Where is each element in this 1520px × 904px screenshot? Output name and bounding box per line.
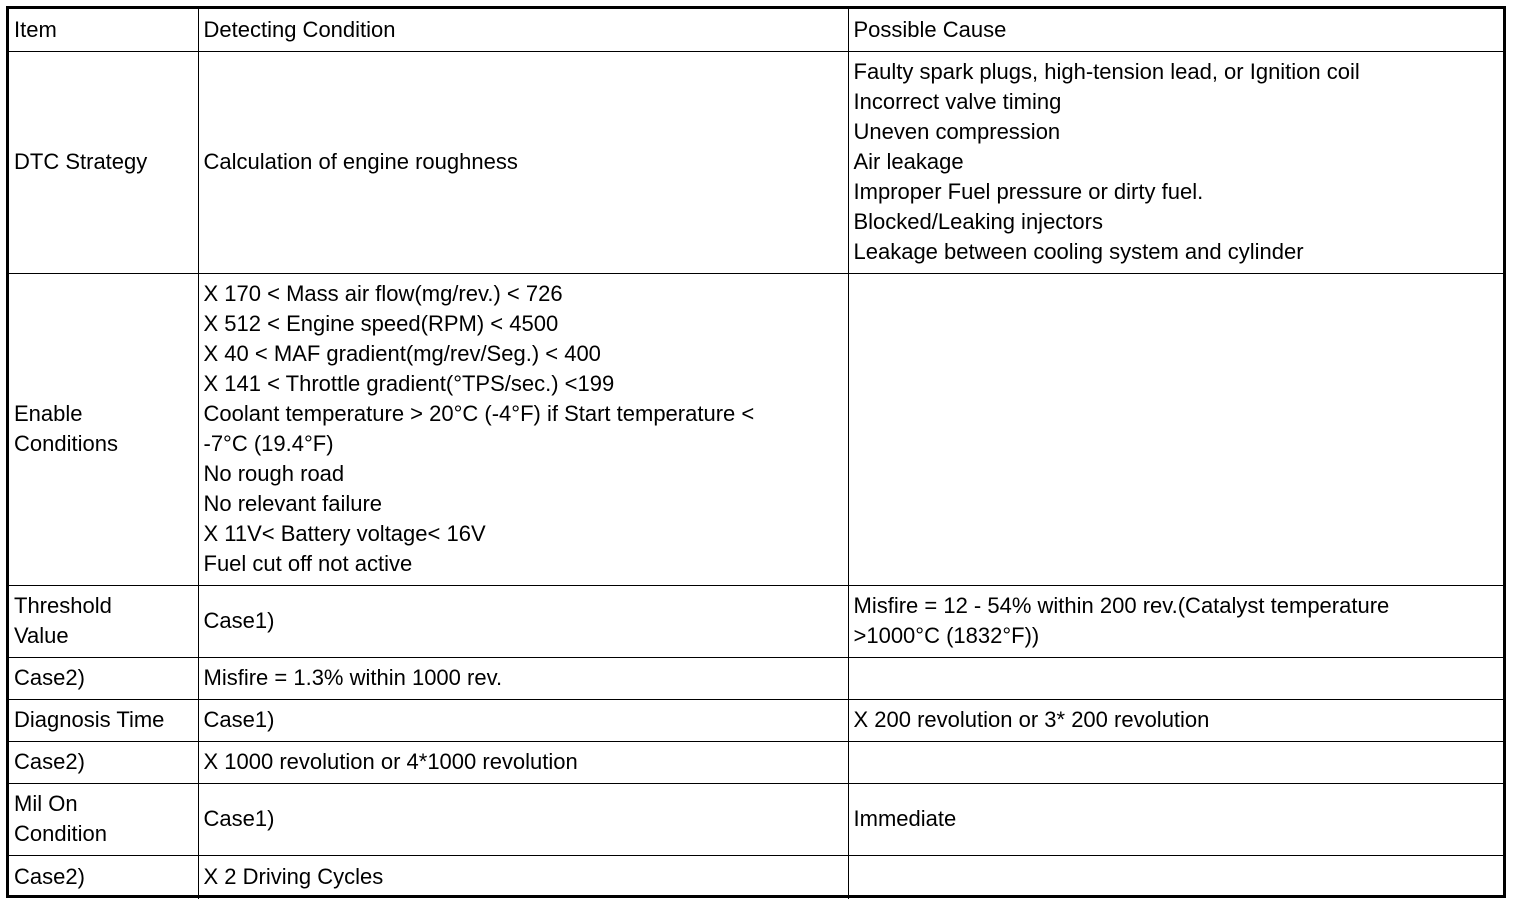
table-row	[9, 51, 1503, 273]
condition-line: Fuel cut off not active	[203, 551, 413, 576]
row-detecting-condition	[198, 783, 848, 855]
cause-line: Uneven compression	[853, 119, 1061, 144]
condition-line: X 11V< Battery voltage< 16V	[203, 521, 486, 546]
header-possible-cause: Possible Cause	[848, 9, 1503, 51]
cause-line: Misfire = 12 - 54% within 200 rev.(Catalyst temperature	[853, 593, 1390, 618]
table-header-row	[9, 9, 1503, 51]
row-detecting-condition	[198, 741, 848, 783]
row-possible-cause	[848, 783, 1503, 855]
item-line: Enable	[14, 401, 83, 426]
condition-line: X 2 Driving Cycles	[203, 864, 384, 890]
condition-line: X 170 < Mass air flow(mg/rev.) < 726	[203, 281, 563, 306]
item-line: Threshold	[14, 593, 112, 618]
cause-line: Air leakage	[853, 149, 964, 174]
table-row	[9, 741, 1503, 783]
diagnostic-table	[9, 9, 1503, 899]
table-row	[9, 585, 1503, 657]
row-detecting-condition	[198, 585, 848, 657]
row-possible-cause	[848, 699, 1503, 741]
row-possible-cause-empty	[848, 657, 1503, 699]
row-possible-cause-empty	[848, 741, 1503, 783]
cause-line: >1000°C (1832°F))	[853, 623, 1040, 648]
item-line: Value	[14, 623, 69, 648]
condition-line: Calculation of engine roughness	[203, 149, 518, 174]
table-row	[9, 855, 1503, 899]
row-possible-cause-empty	[848, 855, 1503, 899]
row-detecting-condition	[198, 657, 848, 699]
item-line: Conditions	[14, 431, 118, 456]
row-item-dtc-strategy: DTC Strategy	[9, 51, 198, 273]
cause-line: X 200 revolution or 3* 200 revolution	[853, 707, 1210, 732]
table-row	[9, 657, 1503, 699]
condition-line: X 1000 revolution or 4*1000 revolution	[203, 749, 578, 774]
cause-line: Faulty spark plugs, high-tension lead, or Ignition coil	[853, 59, 1360, 84]
item-line: Condition	[14, 821, 107, 846]
row-detecting-condition	[198, 273, 848, 585]
condition-line: Case1)	[203, 806, 275, 831]
row-possible-cause-empty	[848, 273, 1503, 585]
cause-line: Incorrect valve timing	[853, 89, 1062, 114]
condition-line: Case1)	[203, 707, 275, 732]
row-possible-cause	[848, 51, 1503, 273]
cause-line: Leakage between cooling system and cylinder	[853, 239, 1304, 264]
row-item-threshold-value	[9, 585, 198, 657]
item-line: Mil On	[14, 791, 78, 816]
header-item: Item	[9, 9, 198, 51]
cause-line: Improper Fuel pressure or dirty fuel.	[853, 179, 1204, 204]
row-item-case2: Case2)	[9, 741, 198, 783]
header-detecting-condition: Detecting Condition	[198, 9, 848, 51]
condition-line: X 141 < Throttle gradient(°TPS/sec.) <199	[203, 371, 615, 396]
condition-line: X 40 < MAF gradient(mg/rev/Seg.) < 400	[203, 341, 601, 366]
row-detecting-condition	[198, 699, 848, 741]
cause-line: Immediate	[853, 806, 957, 831]
row-detecting-condition	[198, 855, 848, 899]
condition-line: -7°C (19.4°F)	[203, 431, 334, 456]
condition-line: No rough road	[203, 461, 345, 486]
condition-line: X 512 < Engine speed(RPM) < 4500	[203, 311, 559, 336]
table-row	[9, 699, 1503, 741]
condition-line: No relevant failure	[203, 491, 383, 516]
row-item-case2: Case2)	[9, 657, 198, 699]
row-item-enable-conditions	[9, 273, 198, 585]
row-detecting-condition	[198, 51, 848, 273]
row-possible-cause	[848, 585, 1503, 657]
diagnostic-table-frame	[6, 6, 1506, 898]
cause-line: Blocked/Leaking injectors	[853, 209, 1103, 234]
table-row	[9, 273, 1503, 585]
table-row	[9, 783, 1503, 855]
condition-line: Misfire = 1.3% within 1000 rev.	[203, 665, 503, 690]
condition-line: Case1)	[203, 608, 275, 633]
row-item-mil-on-condition	[9, 783, 198, 855]
row-item-case2: Case2)	[9, 855, 198, 899]
condition-line: Coolant temperature > 20°C (-4°F) if Start temperature <	[203, 401, 755, 426]
row-item-diagnosis-time: Diagnosis Time	[9, 699, 198, 741]
